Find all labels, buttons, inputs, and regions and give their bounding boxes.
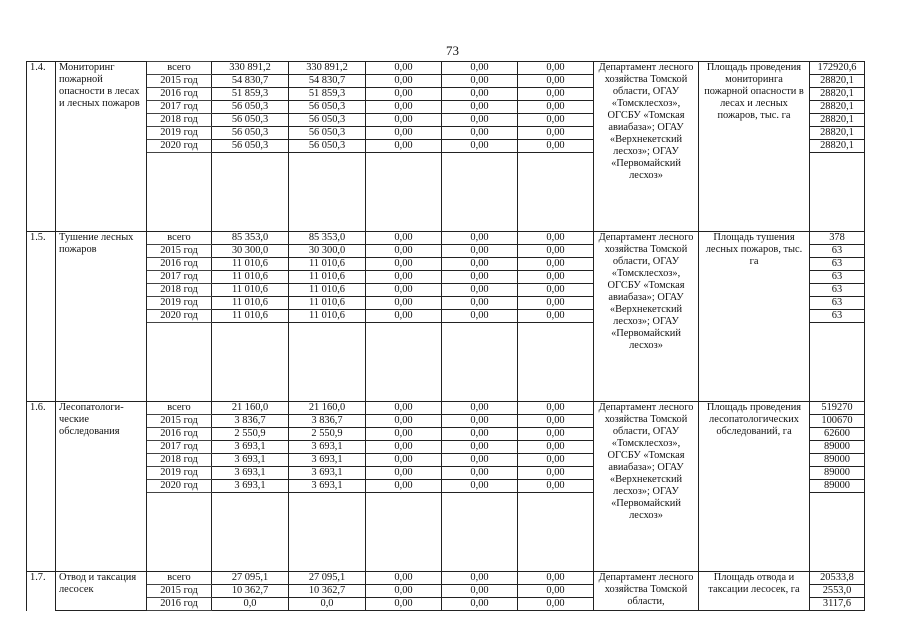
local-budget: 0,00 bbox=[442, 127, 518, 140]
year-label: всего bbox=[147, 232, 212, 245]
regional-budget: 10 362,7 bbox=[289, 585, 366, 598]
federal-budget: 0,00 bbox=[366, 284, 442, 297]
year-label: 2018 год bbox=[147, 284, 212, 297]
empty-cell bbox=[518, 153, 594, 232]
executor: Департамент лесного хозяйства Томской области, bbox=[594, 572, 699, 611]
activity-name: Мониторинг пожарной опасности в лесах и лесных пожаров bbox=[56, 62, 147, 232]
federal-budget: 0,00 bbox=[366, 454, 442, 467]
regional-budget: 54 830,7 bbox=[289, 75, 366, 88]
regional-budget: 3 693,1 bbox=[289, 441, 366, 454]
total-funding: 11 010,6 bbox=[212, 284, 289, 297]
indicator-value: 2553,0 bbox=[810, 585, 865, 598]
extrabudgetary: 0,00 bbox=[518, 101, 594, 114]
local-budget: 0,00 bbox=[442, 284, 518, 297]
indicator-value: 28820,1 bbox=[810, 88, 865, 101]
total-funding: 30 300,0 bbox=[212, 245, 289, 258]
executor: Департамент лесного хозяйства Томской области, ОГАУ «Томсклесхоз», ОГСБУ «Томская авиабаза»; ОГАУ «Верхнекетский лесхоз»; ОГАУ «Первомайский лесхоз» bbox=[594, 62, 699, 232]
indicator-value: 20533,8 bbox=[810, 572, 865, 585]
year-label: 2015 год bbox=[147, 245, 212, 258]
indicator-value: 63 bbox=[810, 297, 865, 310]
federal-budget: 0,00 bbox=[366, 140, 442, 153]
empty-cell bbox=[810, 493, 865, 572]
empty-cell bbox=[442, 493, 518, 572]
local-budget: 0,00 bbox=[442, 271, 518, 284]
indicator-name: Площадь тушения лесных пожаров, тыс. га bbox=[699, 232, 810, 402]
local-budget: 0,00 bbox=[442, 258, 518, 271]
year-label: 2016 год bbox=[147, 258, 212, 271]
extrabudgetary: 0,00 bbox=[518, 454, 594, 467]
empty-cell bbox=[442, 153, 518, 232]
year-label: 2020 год bbox=[147, 480, 212, 493]
federal-budget: 0,00 bbox=[366, 310, 442, 323]
indicator-value: 89000 bbox=[810, 441, 865, 454]
year-label: всего bbox=[147, 62, 212, 75]
total-funding: 3 693,1 bbox=[212, 480, 289, 493]
empty-cell bbox=[147, 153, 212, 232]
extrabudgetary: 0,00 bbox=[518, 402, 594, 415]
extrabudgetary: 0,00 bbox=[518, 127, 594, 140]
total-funding: 85 353,0 bbox=[212, 232, 289, 245]
local-budget: 0,00 bbox=[442, 454, 518, 467]
federal-budget: 0,00 bbox=[366, 572, 442, 585]
total-funding: 56 050,3 bbox=[212, 127, 289, 140]
local-budget: 0,00 bbox=[442, 441, 518, 454]
empty-cell bbox=[289, 153, 366, 232]
regional-budget: 3 693,1 bbox=[289, 467, 366, 480]
year-label: 2020 год bbox=[147, 310, 212, 323]
indicator-value: 28820,1 bbox=[810, 127, 865, 140]
local-budget: 0,00 bbox=[442, 75, 518, 88]
extrabudgetary: 0,00 bbox=[518, 75, 594, 88]
extrabudgetary: 0,00 bbox=[518, 258, 594, 271]
federal-budget: 0,00 bbox=[366, 258, 442, 271]
extrabudgetary: 0,00 bbox=[518, 585, 594, 598]
indicator-name: Площадь отвода и таксации лесосек, га bbox=[699, 572, 810, 611]
empty-cell bbox=[212, 323, 289, 402]
total-funding: 11 010,6 bbox=[212, 258, 289, 271]
indicator-value: 28820,1 bbox=[810, 114, 865, 127]
regional-budget: 27 095,1 bbox=[289, 572, 366, 585]
year-label: 2019 год bbox=[147, 467, 212, 480]
indicator-value: 519270 bbox=[810, 402, 865, 415]
activity-name: Лесопатологи-ческие обследования bbox=[56, 402, 147, 572]
regional-budget: 2 550,9 bbox=[289, 428, 366, 441]
item-number: 1.4. bbox=[27, 62, 56, 232]
federal-budget: 0,00 bbox=[366, 245, 442, 258]
indicator-value: 28820,1 bbox=[810, 101, 865, 114]
year-label: 2016 год bbox=[147, 428, 212, 441]
indicator-value: 378 bbox=[810, 232, 865, 245]
year-label: 2016 год bbox=[147, 88, 212, 101]
local-budget: 0,00 bbox=[442, 114, 518, 127]
extrabudgetary: 0,00 bbox=[518, 467, 594, 480]
year-label: 2018 год bbox=[147, 454, 212, 467]
table-row bbox=[27, 62, 865, 75]
total-funding: 330 891,2 bbox=[212, 62, 289, 75]
federal-budget: 0,00 bbox=[366, 428, 442, 441]
indicator-value: 3117,6 bbox=[810, 598, 865, 611]
total-funding: 21 160,0 bbox=[212, 402, 289, 415]
regional-budget: 3 836,7 bbox=[289, 415, 366, 428]
extrabudgetary: 0,00 bbox=[518, 284, 594, 297]
table-row bbox=[27, 232, 865, 245]
local-budget: 0,00 bbox=[442, 310, 518, 323]
local-budget: 0,00 bbox=[442, 428, 518, 441]
indicator-value: 63 bbox=[810, 258, 865, 271]
total-funding: 2 550,9 bbox=[212, 428, 289, 441]
local-budget: 0,00 bbox=[442, 62, 518, 75]
empty-cell bbox=[366, 153, 442, 232]
federal-budget: 0,00 bbox=[366, 101, 442, 114]
federal-budget: 0,00 bbox=[366, 127, 442, 140]
extrabudgetary: 0,00 bbox=[518, 598, 594, 611]
total-funding: 0,0 bbox=[212, 598, 289, 611]
regional-budget: 11 010,6 bbox=[289, 258, 366, 271]
federal-budget: 0,00 bbox=[366, 75, 442, 88]
extrabudgetary: 0,00 bbox=[518, 572, 594, 585]
regional-budget: 56 050,3 bbox=[289, 127, 366, 140]
extrabudgetary: 0,00 bbox=[518, 232, 594, 245]
total-funding: 11 010,6 bbox=[212, 271, 289, 284]
federal-budget: 0,00 bbox=[366, 480, 442, 493]
empty-cell bbox=[147, 493, 212, 572]
total-funding: 11 010,6 bbox=[212, 297, 289, 310]
extrabudgetary: 0,00 bbox=[518, 415, 594, 428]
federal-budget: 0,00 bbox=[366, 598, 442, 611]
local-budget: 0,00 bbox=[442, 598, 518, 611]
activity-name: Тушение лесных пожаров bbox=[56, 232, 147, 402]
federal-budget: 0,00 bbox=[366, 232, 442, 245]
regional-budget: 85 353,0 bbox=[289, 232, 366, 245]
extrabudgetary: 0,00 bbox=[518, 297, 594, 310]
total-funding: 11 010,6 bbox=[212, 310, 289, 323]
empty-cell bbox=[810, 323, 865, 402]
local-budget: 0,00 bbox=[442, 232, 518, 245]
indicator-value: 63 bbox=[810, 245, 865, 258]
empty-cell bbox=[289, 323, 366, 402]
indicator-value: 89000 bbox=[810, 467, 865, 480]
indicator-name: Площадь проведения лесопатологических обследований, га bbox=[699, 402, 810, 572]
federal-budget: 0,00 bbox=[366, 297, 442, 310]
executor: Департамент лесного хозяйства Томской области, ОГАУ «Томсклесхоз», ОГСБУ «Томская авиабаза»; ОГАУ «Верхнекетский лесхоз»; ОГАУ «Первомайский лесхоз» bbox=[594, 402, 699, 572]
indicator-value: 63 bbox=[810, 310, 865, 323]
year-label: 2020 год bbox=[147, 140, 212, 153]
indicator-value: 28820,1 bbox=[810, 140, 865, 153]
local-budget: 0,00 bbox=[442, 140, 518, 153]
local-budget: 0,00 bbox=[442, 585, 518, 598]
regional-budget: 11 010,6 bbox=[289, 297, 366, 310]
extrabudgetary: 0,00 bbox=[518, 480, 594, 493]
regional-budget: 30 300,0 bbox=[289, 245, 366, 258]
year-label: 2017 год bbox=[147, 271, 212, 284]
year-label: 2019 год bbox=[147, 297, 212, 310]
empty-cell bbox=[366, 323, 442, 402]
empty-cell bbox=[212, 493, 289, 572]
empty-cell bbox=[289, 493, 366, 572]
regional-budget: 3 693,1 bbox=[289, 480, 366, 493]
extrabudgetary: 0,00 bbox=[518, 88, 594, 101]
indicator-value: 63 bbox=[810, 284, 865, 297]
page-number: 73 bbox=[446, 43, 459, 58]
total-funding: 51 859,3 bbox=[212, 88, 289, 101]
total-funding: 56 050,3 bbox=[212, 101, 289, 114]
regional-budget: 330 891,2 bbox=[289, 62, 366, 75]
empty-cell bbox=[518, 323, 594, 402]
total-funding: 56 050,3 bbox=[212, 140, 289, 153]
year-label: 2015 год bbox=[147, 75, 212, 88]
total-funding: 10 362,7 bbox=[212, 585, 289, 598]
regional-budget: 0,0 bbox=[289, 598, 366, 611]
year-label: 2015 год bbox=[147, 585, 212, 598]
indicator-name: Площадь проведения мониторинга пожарной опасности в лесах и лесных пожаров, тыс. га bbox=[699, 62, 810, 232]
item-number: 1.5. bbox=[27, 232, 56, 402]
empty-cell bbox=[442, 323, 518, 402]
regional-budget: 21 160,0 bbox=[289, 402, 366, 415]
table-row bbox=[27, 402, 865, 415]
year-label: 2017 год bbox=[147, 101, 212, 114]
local-budget: 0,00 bbox=[442, 402, 518, 415]
indicator-value: 28820,1 bbox=[810, 75, 865, 88]
total-funding: 27 095,1 bbox=[212, 572, 289, 585]
local-budget: 0,00 bbox=[442, 297, 518, 310]
federal-budget: 0,00 bbox=[366, 114, 442, 127]
item-number: 1.7. bbox=[27, 572, 56, 611]
federal-budget: 0,00 bbox=[366, 62, 442, 75]
empty-cell bbox=[810, 153, 865, 232]
federal-budget: 0,00 bbox=[366, 585, 442, 598]
federal-budget: 0,00 bbox=[366, 441, 442, 454]
total-funding: 3 693,1 bbox=[212, 467, 289, 480]
empty-cell bbox=[518, 493, 594, 572]
local-budget: 0,00 bbox=[442, 572, 518, 585]
extrabudgetary: 0,00 bbox=[518, 140, 594, 153]
empty-cell bbox=[366, 493, 442, 572]
table-row bbox=[27, 572, 865, 585]
year-label: всего bbox=[147, 572, 212, 585]
item-number: 1.6. bbox=[27, 402, 56, 572]
regional-budget: 11 010,6 bbox=[289, 271, 366, 284]
indicator-value: 63 bbox=[810, 271, 865, 284]
table-body bbox=[27, 62, 865, 611]
extrabudgetary: 0,00 bbox=[518, 428, 594, 441]
indicator-value: 100670 bbox=[810, 415, 865, 428]
program-table bbox=[26, 61, 865, 611]
federal-budget: 0,00 bbox=[366, 88, 442, 101]
total-funding: 3 693,1 bbox=[212, 441, 289, 454]
regional-budget: 56 050,3 bbox=[289, 114, 366, 127]
extrabudgetary: 0,00 bbox=[518, 271, 594, 284]
local-budget: 0,00 bbox=[442, 101, 518, 114]
indicator-value: 172920,6 bbox=[810, 62, 865, 75]
year-label: 2015 год bbox=[147, 415, 212, 428]
indicator-value: 89000 bbox=[810, 480, 865, 493]
empty-cell bbox=[147, 323, 212, 402]
regional-budget: 11 010,6 bbox=[289, 284, 366, 297]
year-label: всего bbox=[147, 402, 212, 415]
extrabudgetary: 0,00 bbox=[518, 62, 594, 75]
total-funding: 3 693,1 bbox=[212, 454, 289, 467]
regional-budget: 51 859,3 bbox=[289, 88, 366, 101]
federal-budget: 0,00 bbox=[366, 415, 442, 428]
extrabudgetary: 0,00 bbox=[518, 245, 594, 258]
regional-budget: 56 050,3 bbox=[289, 140, 366, 153]
extrabudgetary: 0,00 bbox=[518, 114, 594, 127]
local-budget: 0,00 bbox=[442, 245, 518, 258]
local-budget: 0,00 bbox=[442, 415, 518, 428]
year-label: 2016 год bbox=[147, 598, 212, 611]
year-label: 2018 год bbox=[147, 114, 212, 127]
year-label: 2017 год bbox=[147, 441, 212, 454]
local-budget: 0,00 bbox=[442, 480, 518, 493]
year-label: 2019 год bbox=[147, 127, 212, 140]
federal-budget: 0,00 bbox=[366, 467, 442, 480]
executor: Департамент лесного хозяйства Томской области, ОГАУ «Томсклесхоз», ОГСБУ «Томская авиабаза»; ОГАУ «Верхнекетский лесхоз»; ОГАУ «Первомайский лесхоз» bbox=[594, 232, 699, 402]
total-funding: 56 050,3 bbox=[212, 114, 289, 127]
activity-name: Отвод и таксация лесосек bbox=[56, 572, 147, 611]
local-budget: 0,00 bbox=[442, 467, 518, 480]
regional-budget: 56 050,3 bbox=[289, 101, 366, 114]
regional-budget: 11 010,6 bbox=[289, 310, 366, 323]
indicator-value: 89000 bbox=[810, 454, 865, 467]
federal-budget: 0,00 bbox=[366, 271, 442, 284]
extrabudgetary: 0,00 bbox=[518, 441, 594, 454]
local-budget: 0,00 bbox=[442, 88, 518, 101]
total-funding: 3 836,7 bbox=[212, 415, 289, 428]
regional-budget: 3 693,1 bbox=[289, 454, 366, 467]
total-funding: 54 830,7 bbox=[212, 75, 289, 88]
indicator-value: 62600 bbox=[810, 428, 865, 441]
federal-budget: 0,00 bbox=[366, 402, 442, 415]
empty-cell bbox=[212, 153, 289, 232]
extrabudgetary: 0,00 bbox=[518, 310, 594, 323]
